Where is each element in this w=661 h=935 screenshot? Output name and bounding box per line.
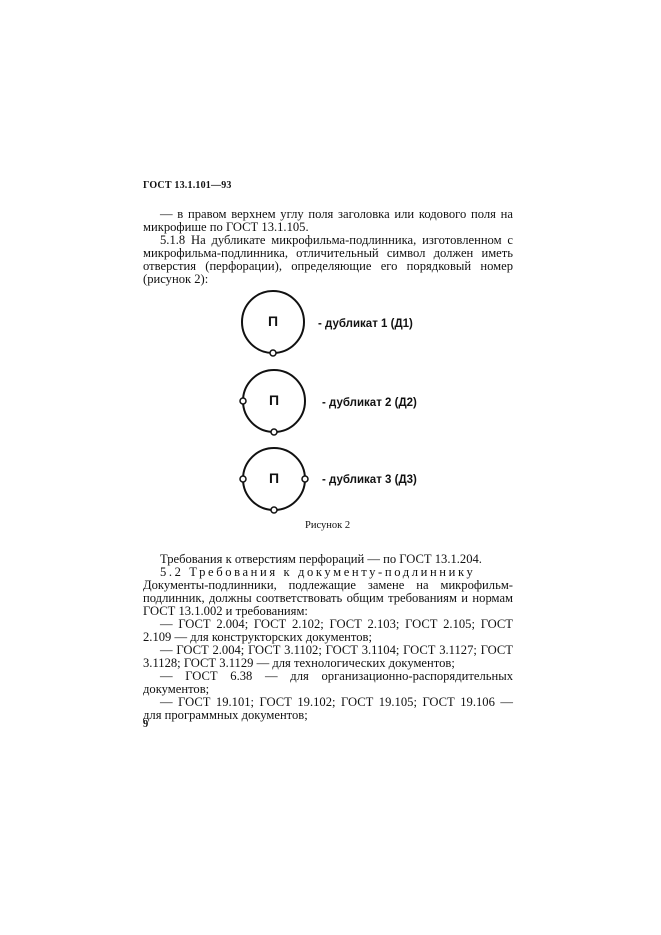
paragraph-microfiche: — в правом верхнем углу поля заголовка или кодового поля на микрофише по ГОСТ 13.1.105. xyxy=(143,207,513,234)
paragraph-intro: Документы-подлинники, подлежащие замене на микрофильм-подлинник, должны соответствовать общим требованиям и нормам ГОСТ 13.1.002 и требованиям: xyxy=(143,578,513,618)
symbol-letter-2: П xyxy=(268,392,280,408)
symbol-letter-3: П xyxy=(268,470,280,486)
perforation-left-3 xyxy=(240,476,246,482)
figure-caption: Рисунок 2 xyxy=(305,520,351,531)
symbol-letter-1: П xyxy=(267,313,279,329)
text-block-bottom xyxy=(143,553,513,722)
perforation-bottom-2 xyxy=(271,429,277,435)
label-duplicate-2: - дубликат 2 (Д2) xyxy=(322,397,417,409)
paragraph-5-1-8: 5.1.8 На дубликате микрофильма-подлинника, изготовленном с микрофильма-подлинника, отличительный символ должен иметь отверстия (перфорации), определяющие его порядковый номер (рисунок 2): xyxy=(143,233,513,286)
list-item: — ГОСТ 2.004; ГОСТ 2.102; ГОСТ 2.103; ГОСТ 2.105; ГОСТ 2.109 — для конструкторских документов; xyxy=(143,617,513,644)
section-heading-5-2: 5.2 Требования к документу-подлиннику xyxy=(160,565,476,579)
page-number: 9 xyxy=(143,719,149,730)
label-duplicate-3: - дубликат 3 (Д3) xyxy=(322,474,417,486)
list-item: — ГОСТ 6.38 — для организационно-распорядительных документов; xyxy=(143,669,513,696)
perforation-left-2 xyxy=(240,398,246,404)
perforation-bottom-3 xyxy=(271,507,277,513)
running-header: ГОСТ 13.1.101—93 xyxy=(143,180,232,191)
perforation-right-3 xyxy=(302,476,308,482)
list-item: — ГОСТ 19.101; ГОСТ 19.102; ГОСТ 19.105; ГОСТ 19.106 — для программных документов; xyxy=(143,695,513,722)
list-item: — ГОСТ 2.004; ГОСТ 3.1102; ГОСТ 3.1104; ГОСТ 3.1127; ГОСТ 3.1128; ГОСТ 3.1129 — для технологических документов; xyxy=(143,643,513,670)
figure-2 xyxy=(230,290,490,520)
text-block-top xyxy=(143,208,513,286)
label-duplicate-1: - дубликат 1 (Д1) xyxy=(318,318,413,330)
perforation-bottom-1 xyxy=(270,350,276,356)
paragraph-perforation-req: Требования к отверстиям перфораций — по ГОСТ 13.1.204. xyxy=(160,552,482,566)
